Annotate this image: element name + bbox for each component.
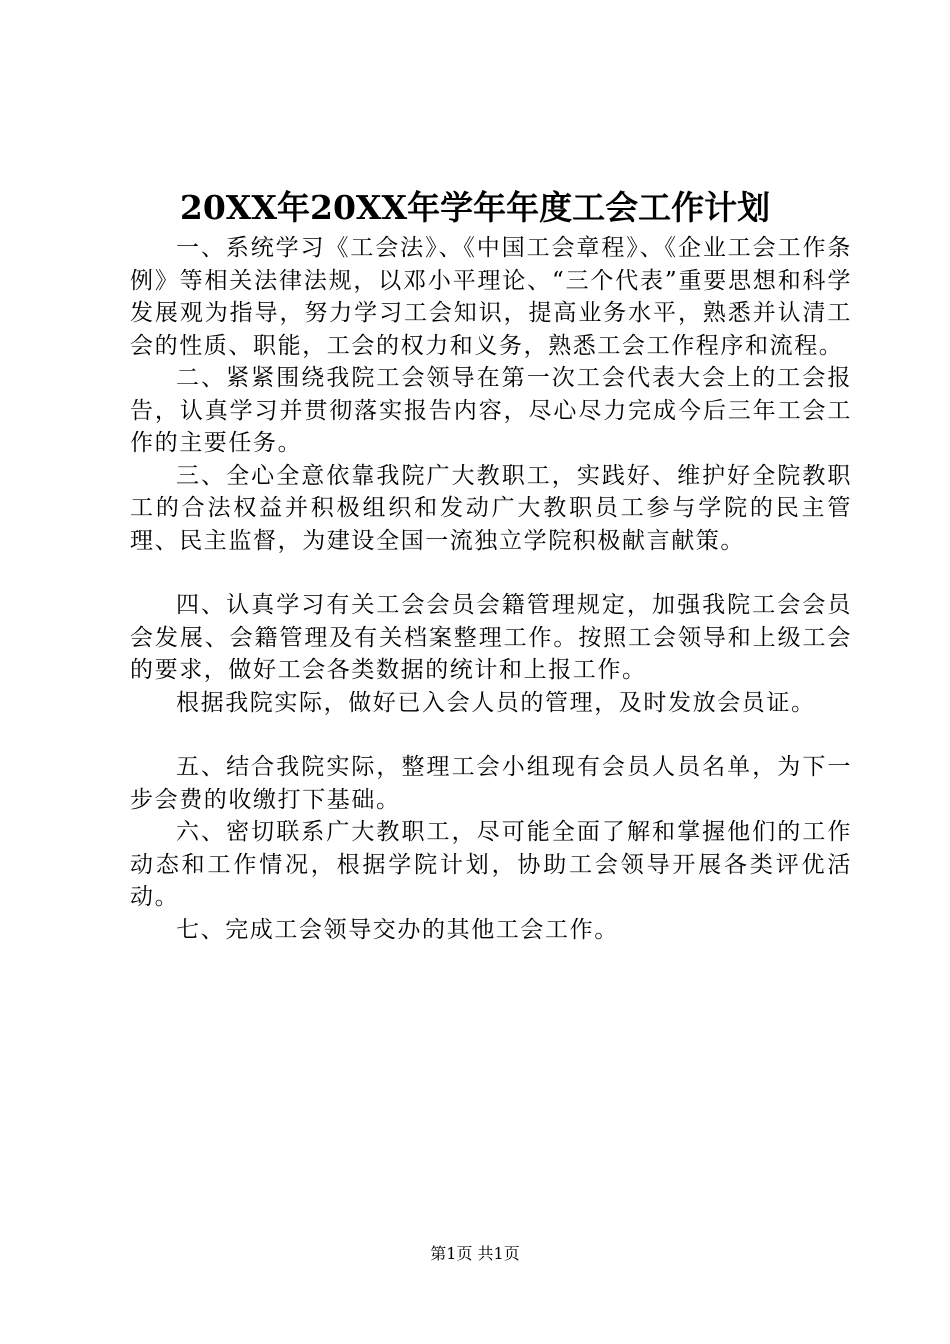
paragraph-3: 三、全心全意依靠我院广大教职工，实践好、维护好全院教职工的合法权益并积极组织和发动广大教职员工参与学院的民主管理、民主监督，为建设全国一流独立学院积极献言献策。 <box>130 462 852 554</box>
page-footer: 第1页 共1页 <box>430 1244 520 1263</box>
paragraph-1: 一、系统学习《工会法》、《中国工会章程》、《企业工会工作条例》等相关法律法规，以邓小平理论、“三个代表”重要思想和科学发展观为指导，努力学习工会知识，提高业务水平，熟悉并认清工会的性质、职能，工会的权力和义务，熟悉工会工作程序和流程。 <box>130 235 852 359</box>
paragraph-2: 二、紧紧围绕我院工会领导在第一次工会代表大会上的工会报告，认真学习并贯彻落实报告内容，尽心尽力完成今后三年工会工作的主要任务。 <box>130 365 852 456</box>
document-body <box>130 232 852 946</box>
paragraph-5: 根据我院实际，做好已入会人员的管理，及时发放会员证。 <box>176 689 816 716</box>
paragraph-6: 五、结合我院实际，整理工会小组现有会员人员名单，为下一步会费的收缴打下基础。 <box>130 754 852 813</box>
paragraph-4: 四、认真学习有关工会会员会籍管理规定，加强我院工会会员会发展、会籍管理及有关档案整理工作。按照工会领导和上级工会的要求，做好工会各类数据的统计和上报工作。 <box>130 592 852 683</box>
paragraph-8: 七、完成工会领导交办的其他工会工作。 <box>176 916 619 943</box>
document-title: 20XX年20XX年学年年度工会工作计划 <box>179 188 771 227</box>
paragraph-7: 六、密切联系广大教职工，尽可能全面了解和掌握他们的工作动态和工作情况，根据学院计划，协助工会领导开展各类评优活动。 <box>130 819 852 910</box>
